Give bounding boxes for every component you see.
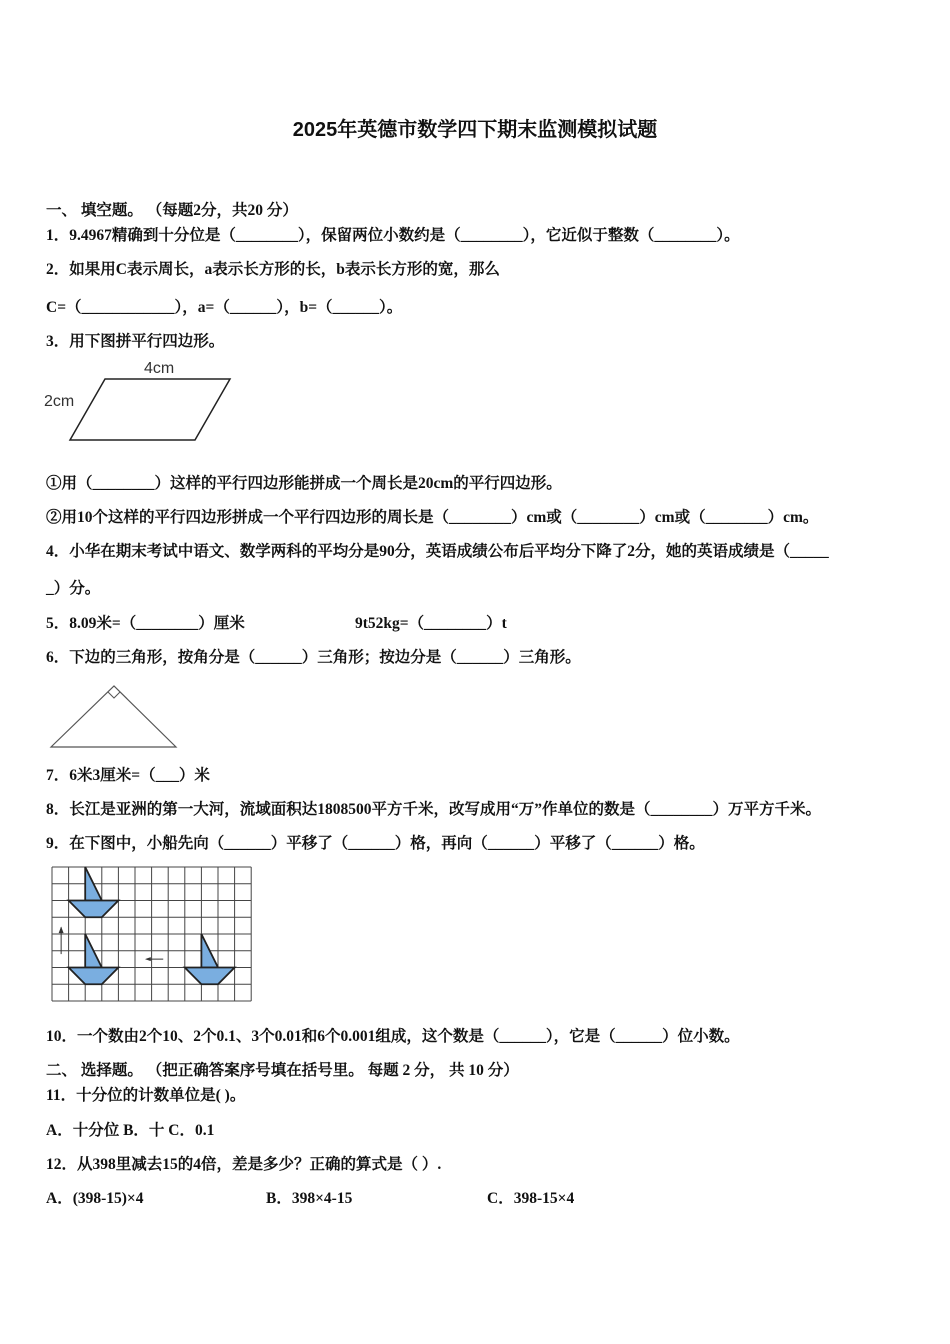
question-3-part-2: ②用10个这样的平行四边形拼成一个平行四边形的周长是（________）cm或（________）cm或（________）cm。 xyxy=(46,509,819,526)
parallelogram-figure xyxy=(40,355,240,447)
question-8: 8．长江是亚洲的第一大河，流域面积达1808500平方千米，改写成用“万”作单位的数是（________）万平方千米。 xyxy=(46,801,822,818)
parallelogram-shape xyxy=(70,379,230,440)
right-angle-mark xyxy=(108,692,120,698)
boat-hull xyxy=(69,968,119,985)
section-2-heading: 二、 选择题。 （把正确答案序号填在括号里。 每题 2 分， 共 10 分） xyxy=(46,1062,519,1079)
question-2-line-2: C=（____________），a=（______），b=（______）。 xyxy=(46,299,403,316)
question-3: 3．用下图拼平行四边形。 xyxy=(46,333,225,350)
question-3-part-1: ①用（________）这样的平行四边形能拼成一个周长是20cm的平行四边形。 xyxy=(46,475,562,492)
question-12: 12．从398里减去15的4倍，差是多少？正确的算式是（ ）. xyxy=(46,1156,442,1173)
question-9: 9．在下图中，小船先向（______）平移了（______）格，再向（______）平移了（______）格。 xyxy=(46,835,705,852)
question-4-line-2: _）分。 xyxy=(46,580,101,597)
question-4-line-1: 4．小华在期末考试中语文、数学两科的平均分是90分，英语成绩公布后平均分下降了2分，她的英语成绩是（_____ xyxy=(46,543,829,560)
question-12-option-b: B．398×4-15 xyxy=(266,1190,353,1207)
up-arrow-head-icon xyxy=(59,926,64,933)
question-7: 7．6米3厘米=（___）米 xyxy=(46,767,210,784)
label-4cm: 4cm xyxy=(144,360,175,377)
boat-hull xyxy=(185,968,235,985)
question-2-line-1: 2．如果用C表示周长，a表示长方形的长，b表示长方形的宽，那么 xyxy=(46,261,500,278)
left-arrow-head-icon xyxy=(145,957,151,961)
question-6: 6．下边的三角形，按角分是（______）三角形；按边分是（______）三角形。 xyxy=(46,649,581,666)
question-5-part-a: 5．8.09米=（________）厘米 xyxy=(46,615,245,632)
question-11-options: A．十分位 B．十 C．0.1 xyxy=(46,1122,215,1139)
section-1-heading: 一、 填空题。 （每题2分，共20 分） xyxy=(46,202,298,219)
right-triangle-figure xyxy=(45,680,185,752)
question-10: 10．一个数由2个10、2个0.1、3个0.01和6个0.001组成，这个数是（______），它是（______）位小数。 xyxy=(46,1028,740,1045)
page-title: 2025年英德市数学四下期末监测模拟试题 xyxy=(292,119,658,141)
boat-grid-figure xyxy=(51,866,253,1002)
question-12-option-a: A．(398-15)×4 xyxy=(46,1190,144,1207)
boat-hull xyxy=(69,901,119,918)
question-1: 1．9.4967精确到十分位是（________），保留两位小数约是（________），它近似于整数（________）。 xyxy=(46,227,740,244)
triangle-shape xyxy=(51,686,176,747)
question-5-part-b: 9t52kg=（________）t xyxy=(355,615,507,632)
label-2cm: 2cm xyxy=(44,393,75,410)
question-12-option-c: C．398-15×4 xyxy=(487,1190,575,1207)
question-11: 11．十分位的计数单位是( )。 xyxy=(46,1087,246,1104)
